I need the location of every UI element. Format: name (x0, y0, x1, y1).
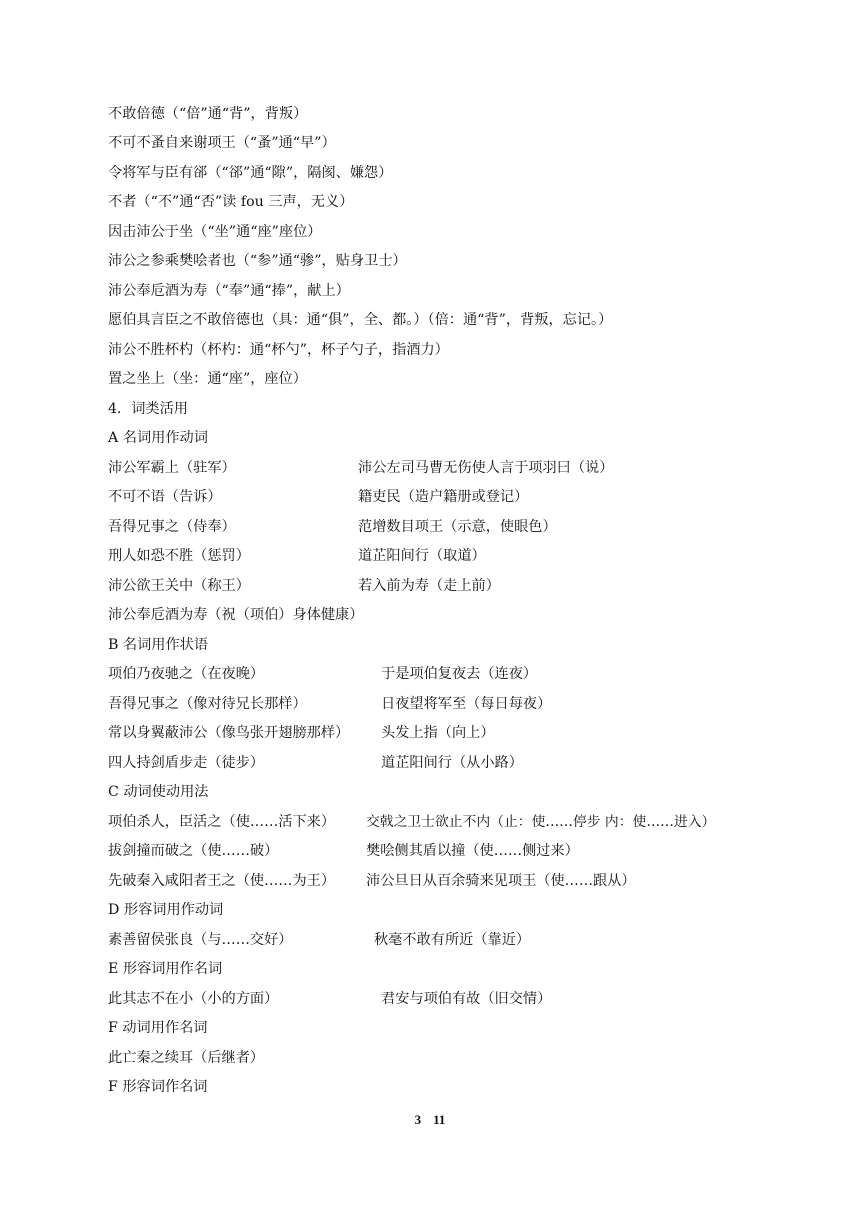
list-item: 日夜望将军至（每日每夜） (381, 696, 552, 712)
list-item: 不可不蚤自来谢项王（“蚤”通“早”） (108, 135, 336, 151)
list-item: 沛公欲王关中（称王） (108, 578, 250, 594)
list-item: 君安与项伯有故（旧交情） (381, 991, 552, 1007)
subsection-title-a: A 名词用作动词 (108, 430, 208, 446)
page-footer (0, 1112, 860, 1128)
list-item: 因击沛公于坐（“坐”通“座”座位） (108, 224, 322, 240)
list-item: 沛公之参乘樊哙者也（“参”通“骖”，贴身卫士） (108, 253, 407, 269)
list-item: 吾得兄事之（侍奉） (108, 519, 236, 535)
list-item: 愿伯具言臣之不敢倍德也（具：通“俱”，全、都。）（倍：通“背”，背叛，忘记。） (108, 312, 613, 328)
list-item: 于是项伯复夜去（连夜） (381, 666, 538, 682)
list-item: 四人持剑盾步走（徒步） (108, 755, 265, 771)
list-item: 道芷阳间行（从小路） (381, 755, 523, 771)
list-item: 沛公奉卮酒为寿（祝（项伯）身体健康） (108, 607, 364, 623)
list-item: 头发上指（向上） (381, 725, 495, 741)
list-item: 此其志不在小（小的方面） (108, 991, 279, 1007)
list-item: 不可不语（告诉） (108, 489, 222, 505)
subsection-title-f2: F 形容词作名词 (108, 1079, 208, 1095)
list-item: 不敢倍德（“倍”通“背”，背叛） (108, 106, 308, 122)
section-heading: 4．词类活用 (108, 401, 188, 417)
subsection-title-c: C 动词使动用法 (108, 784, 209, 800)
subsection-title-b: B 名词用作状语 (108, 637, 209, 653)
page-number: 3 (414, 1112, 422, 1127)
list-item: 拔剑撞而破之（使……破） (108, 843, 279, 859)
list-item: 沛公奉卮酒为寿（“奉”通“捧”，献上） (108, 283, 350, 299)
list-item: 沛公旦日从百余骑来见项王（使……跟从） (366, 873, 636, 889)
list-item: 令将军与臣有郤（“郤”通“隙”，隔阂、嫌怨） (108, 165, 393, 181)
list-item: 吾得兄事之（像对待兄长那样） (108, 696, 307, 712)
list-item: 置之坐上（坐：通“座”，座位） (108, 371, 307, 387)
list-item: 刑人如恐不胜（惩罚） (108, 548, 250, 564)
page-total: 11 (433, 1112, 446, 1127)
list-item: 常以身翼蔽沛公（像鸟张开翅膀那样） (108, 725, 350, 741)
subsection-title-f1: F 动词用作名词 (108, 1020, 208, 1036)
list-item: 秋毫不敢有所近（靠近） (374, 932, 531, 948)
list-item: 交戟之卫士欲止不内（止：使……停步 内：使……进入） (366, 814, 716, 830)
subsection-title-e: E 形容词用作名词 (108, 961, 223, 977)
list-item: 沛公军霸上（驻军） (108, 460, 236, 476)
list-item: 项伯杀人，臣活之（使……活下来） (108, 814, 336, 830)
list-item: 籍吏民（造户籍册或登记） (358, 489, 529, 505)
list-item: 樊哙侧其盾以撞（使……侧过来） (366, 843, 579, 859)
list-item: 道芷阳间行（取道） (358, 548, 486, 564)
list-item: 素善留侯张良（与……交好） (108, 932, 293, 948)
subsection-title-d: D 形容词用作动词 (108, 902, 224, 918)
list-item: 此亡秦之续耳（后继者） (108, 1050, 265, 1066)
list-item: 范增数目项王（示意，使眼色） (358, 519, 557, 535)
list-item: 若入前为寿（走上前） (358, 578, 500, 594)
list-item: 项伯乃夜驰之（在夜晚） (108, 666, 265, 682)
list-item: 先破秦入咸阳者王之（使……为王） (108, 873, 336, 889)
list-item: 沛公左司马曹无伤使人言于项羽曰（说） (358, 460, 614, 476)
list-item: 不者（“不”通“否”读 fou 三声，无义） (108, 194, 354, 210)
list-item: 沛公不胜杯杓（杯杓：通“杯勺”，杯子勺子，指酒力） (108, 342, 449, 358)
